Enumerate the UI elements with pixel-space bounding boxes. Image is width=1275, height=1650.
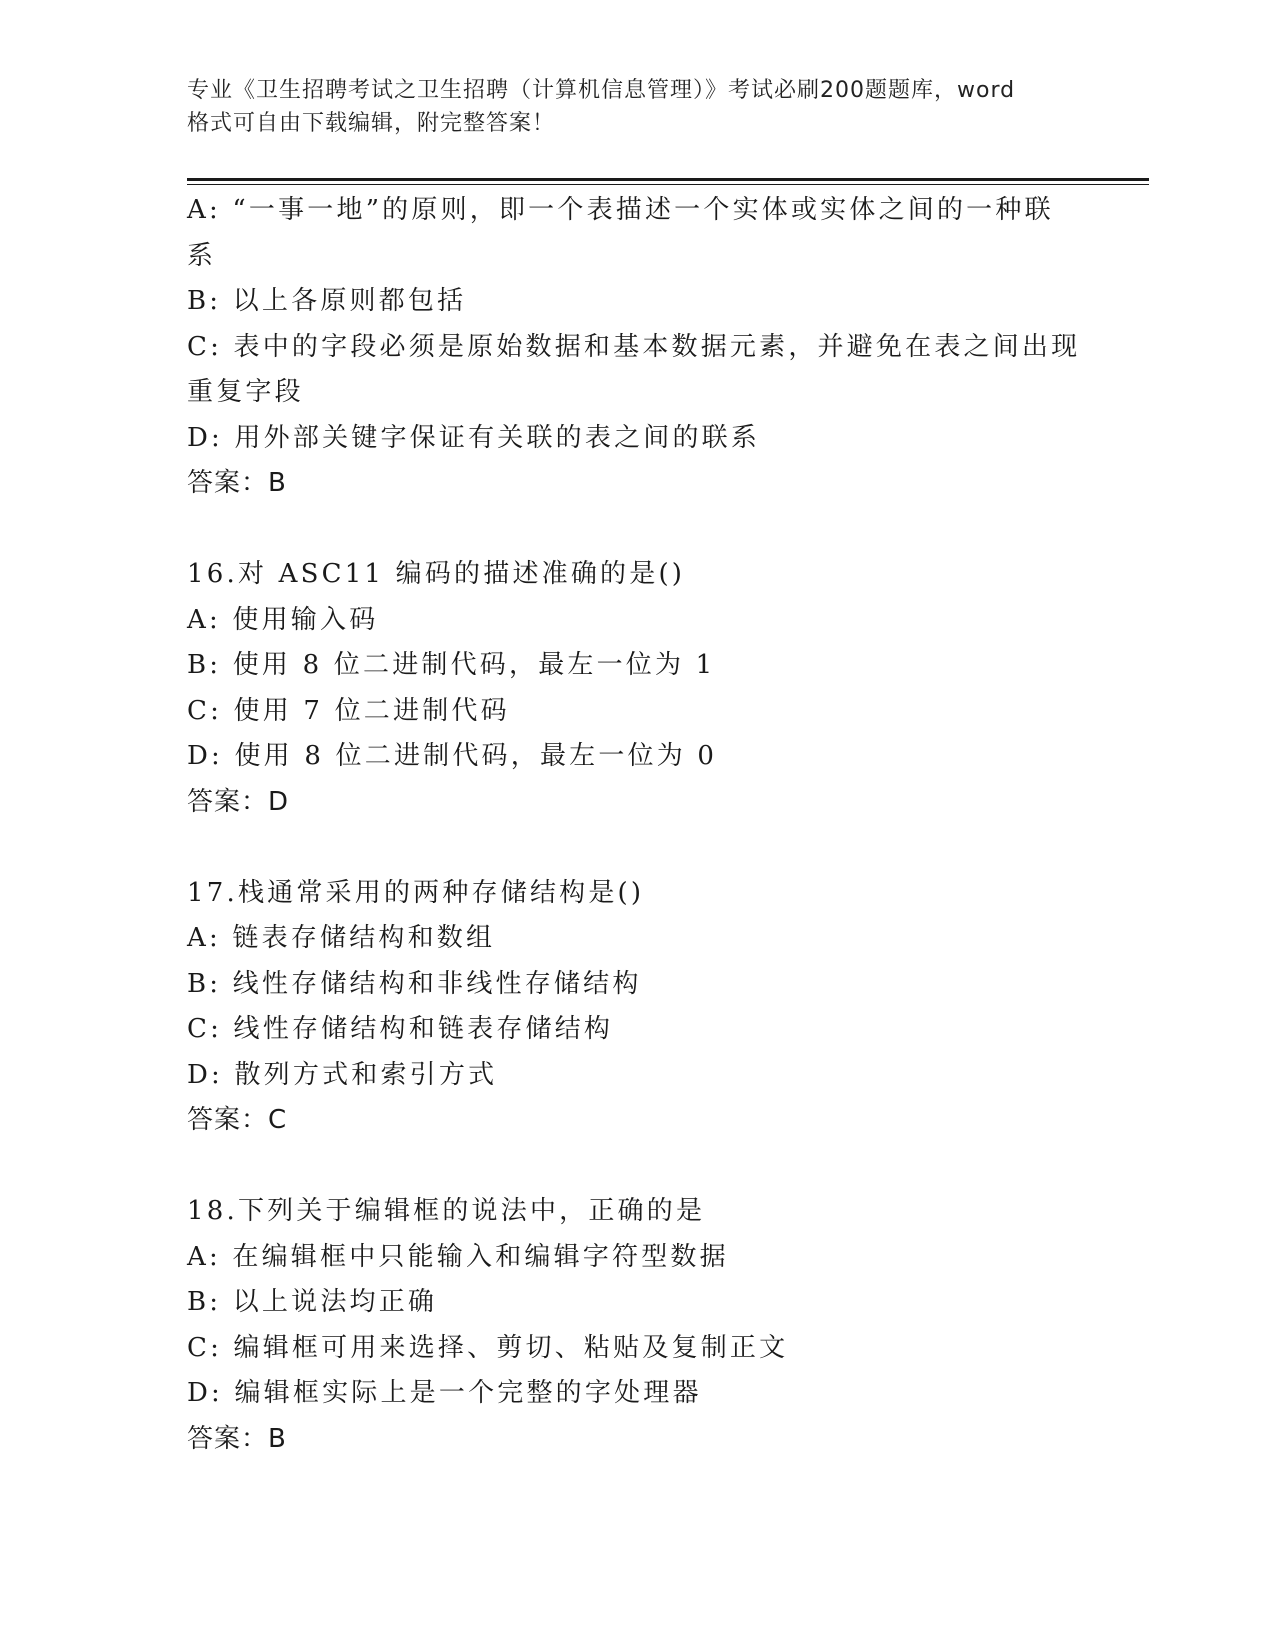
header-rule-thick <box>187 178 1149 181</box>
answer: 答案：B <box>187 1423 287 1454</box>
question-stem: 17.栈通常采用的两种存储结构是() <box>187 877 645 908</box>
question-18-block <box>187 1189 1087 1462</box>
option-d: D: 使用 8 位二进制代码，最左一位为 0 <box>187 741 718 771</box>
option-b: B: 线性存储结构和非线性存储结构 <box>187 968 642 999</box>
option-d: D: 散列方式和索引方式 <box>187 1059 498 1090</box>
question-stem: 16.对 ASC11 编码的描述准确的是() <box>187 559 686 589</box>
header-line-1: 专业《卫生招聘考试之卫生招聘（计算机信息管理）》考试必刷200题题库，word <box>187 78 1016 103</box>
option-b: B: 以上各原则都包括 <box>187 286 467 316</box>
question-17-block <box>187 871 1087 1144</box>
option-a: A: 链表存储结构和数组 <box>187 923 496 953</box>
option-a-continued: 系 <box>187 240 217 271</box>
answer: 答案：B <box>187 468 287 498</box>
option-b: B: 以上说法均正确 <box>187 1287 438 1317</box>
document-header <box>187 74 1087 140</box>
header-line-2: 格式可自由下载编辑，附完整答案！ <box>187 111 556 136</box>
option-b: B: 使用 8 位二进制代码，最左一位为 1 <box>187 650 716 680</box>
option-c-continued: 重复字段 <box>187 377 304 407</box>
question-stem: 18.下列关于编辑框的说法中，正确的是 <box>187 1196 706 1226</box>
answer: 答案：C <box>187 1105 288 1135</box>
option-c: C: 表中的字段必须是原始数据和基本数据元素，并避免在表之间出现 <box>187 331 1081 362</box>
option-a: A: “一事一地”的原则，即一个表描述一个实体或实体之间的一种联 <box>187 195 1054 225</box>
spacer <box>187 507 1087 553</box>
spacer <box>187 825 1087 871</box>
question-16-block <box>187 552 1087 825</box>
answer: 答案：D <box>187 786 290 817</box>
spacer <box>187 1144 1087 1190</box>
option-c: C: 编辑框可用来选择、剪切、粘贴及复制正文 <box>187 1332 789 1363</box>
option-a: A: 使用输入码 <box>187 604 379 635</box>
option-c: C: 使用 7 位二进制代码 <box>187 695 510 726</box>
option-a: A: 在编辑框中只能输入和编辑字符型数据 <box>187 1241 729 1272</box>
question-15-block <box>187 188 1087 507</box>
header-rule-thin <box>187 184 1149 185</box>
option-d: D: 用外部关键字保证有关联的表之间的联系 <box>187 422 761 453</box>
option-c: C: 线性存储结构和链表存储结构 <box>187 1014 614 1044</box>
option-d: D: 编辑框实际上是一个完整的字处理器 <box>187 1378 702 1408</box>
questions-body <box>187 188 1087 1462</box>
